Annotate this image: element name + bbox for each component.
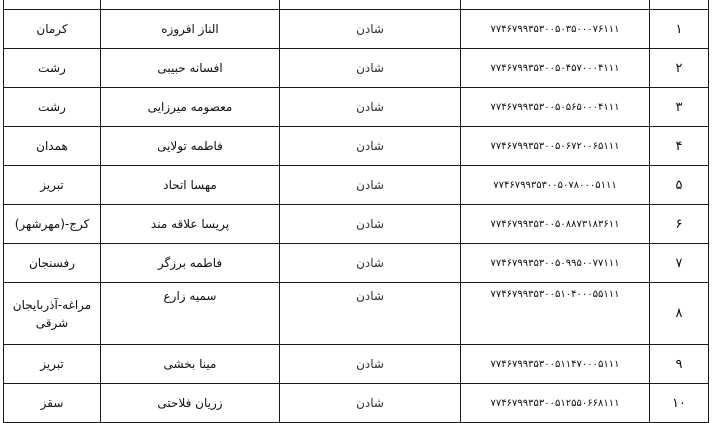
status-text: شادن <box>280 244 461 283</box>
city-name: رفسنجان <box>4 244 101 283</box>
records-table <box>3 0 709 423</box>
table-row <box>4 244 709 283</box>
city-name: رشت <box>4 88 101 127</box>
status-text: شادن <box>280 166 461 205</box>
row-number: ۷ <box>650 244 709 283</box>
cell-city <box>4 0 101 10</box>
table-row <box>4 345 709 384</box>
status-text: شادن <box>280 283 461 345</box>
table-row <box>4 166 709 205</box>
city-name: همدان <box>4 127 101 166</box>
table-row <box>4 384 709 423</box>
city-name: تبریز <box>4 166 101 205</box>
row-number: ۹ <box>650 345 709 384</box>
status-text: شادن <box>280 384 461 423</box>
cell-code <box>461 0 650 10</box>
row-number: ۸ <box>650 283 709 345</box>
cell-status <box>280 0 461 10</box>
person-name: سمیه زارع <box>101 283 280 345</box>
city-name: کرج-(مهرشهر) <box>4 205 101 244</box>
status-text: شادن <box>280 88 461 127</box>
tracking-code: ۷۷۴۶۷۹۹۳۵۳۰۰۵۰۴۵۷۰۰۰۴۱۱۱ <box>461 49 650 88</box>
row-number: ۱۰ <box>650 384 709 423</box>
person-name: مینا بخشی <box>101 345 280 384</box>
person-name: فاطمه برزگر <box>101 244 280 283</box>
row-number: ۲ <box>650 49 709 88</box>
row-number: ۴ <box>650 127 709 166</box>
table-row <box>4 10 709 49</box>
row-number: ۱ <box>650 10 709 49</box>
tracking-code: ۷۷۴۶۷۹۹۳۵۳۰۰۵۰۹۹۵۰۰۷۷۱۱۱ <box>461 244 650 283</box>
person-name: افسانه حبیبی <box>101 49 280 88</box>
city-name: تبریز <box>4 345 101 384</box>
tracking-code: ۷۷۴۶۷۹۹۳۵۳۰۰۵۰۵۶۵۰۰۰۴۱۱۱ <box>461 88 650 127</box>
table-row <box>4 49 709 88</box>
cell-name <box>101 0 280 10</box>
tracking-code: ۷۷۴۶۷۹۹۳۵۳۰۰۵۱۰۴۰۰۰۵۵۱۱۱ <box>461 283 650 345</box>
status-text: شادن <box>280 49 461 88</box>
tracking-code: ۷۷۴۶۷۹۹۳۵۳۰۰۵۰۳۵۰۰۰۷۶۱۱۱ <box>461 10 650 49</box>
tracking-code: ۷۷۴۶۷۹۹۳۵۳۰۰۵۰۸۸۷۳۱۸۳۶۱۱ <box>461 205 650 244</box>
city-name: سقز <box>4 384 101 423</box>
status-text: شادن <box>280 345 461 384</box>
table-row <box>4 88 709 127</box>
status-text: شادن <box>280 10 461 49</box>
table-row-partial <box>4 0 709 10</box>
cell-num <box>650 0 709 10</box>
status-text: شادن <box>280 205 461 244</box>
table-row <box>4 127 709 166</box>
city-name: مراغه-آذربایجان شرقی <box>4 283 101 345</box>
person-name: مهسا اتحاد <box>101 166 280 205</box>
person-name: پریسا علاقه مند <box>101 205 280 244</box>
person-name: زریان فلاحتی <box>101 384 280 423</box>
person-name: فاطمه تولایی <box>101 127 280 166</box>
table-row <box>4 205 709 244</box>
tracking-code: ۷۷۴۶۷۹۹۳۵۳۰۰۵۰۷۸۰۰۰۵۱۱۱ <box>461 166 650 205</box>
table-row <box>4 283 709 345</box>
status-text: شادن <box>280 127 461 166</box>
tracking-code: ۷۷۴۶۷۹۹۳۵۳۰۰۵۰۶۷۲۰۰۶۵۱۱۱ <box>461 127 650 166</box>
person-name: معصومه میرزایی <box>101 88 280 127</box>
city-name: کرمان <box>4 10 101 49</box>
row-number: ۶ <box>650 205 709 244</box>
row-number: ۵ <box>650 166 709 205</box>
city-name: رشت <box>4 49 101 88</box>
row-number: ۳ <box>650 88 709 127</box>
tracking-code: ۷۷۴۶۷۹۹۳۵۳۰۰۵۱۱۴۷۰۰۰۵۱۱۱ <box>461 345 650 384</box>
person-name: الناز افروزه <box>101 10 280 49</box>
tracking-code: ۷۷۴۶۷۹۹۳۵۳۰۰۵۱۲۵۵۰۶۶۸۱۱۱ <box>461 384 650 423</box>
